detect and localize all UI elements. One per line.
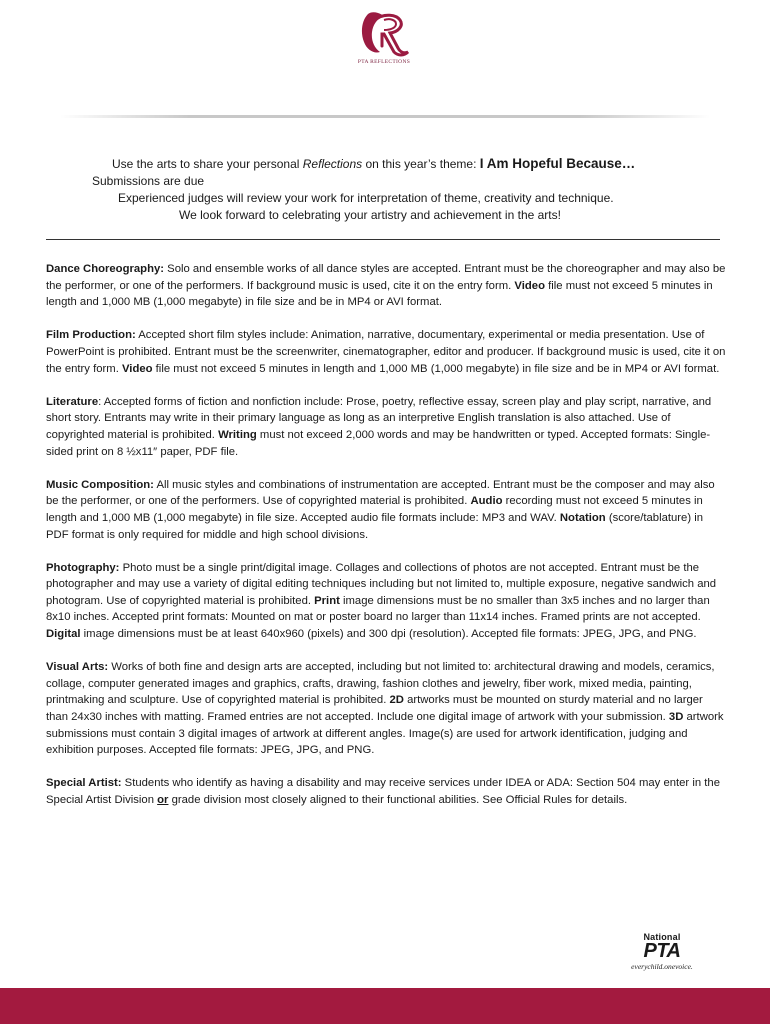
section-text: recording must not exceed 5 minutes in length and 1,000 MB (1,000 megabyte) in file size. Accepted audio file formats include: MP3 and WAV. (46, 495, 703, 524)
intro-theme-line (0, 155, 770, 173)
section-visual-arts (46, 659, 726, 759)
section-film (46, 327, 726, 377)
section-keyword: Literature (46, 395, 99, 408)
footer-bar (0, 988, 770, 1024)
section-keyword: Dance Choreography: (46, 263, 165, 275)
section-text: All music styles and combinations of instrumentation are accepted. Entrant must be the composer and may also be the performer, or one of the performers. Use of copyrighted material is prohibited. (46, 478, 715, 508)
section-keyword: Notation (559, 511, 606, 524)
pta-national-text: National (643, 932, 681, 942)
section-dance (46, 261, 726, 311)
section-music (46, 477, 726, 543)
pta-mark-text: PTA (643, 940, 681, 962)
header-rule (60, 115, 710, 118)
logo-caption: PTA REFLECTIONS (357, 59, 411, 65)
section-keyword: Special Artist: (46, 777, 122, 790)
section-text: artwork submissions must contain 3 digital images of artwork at different angles. Image(s) are used for artwork identification, judging and exhibition purposes. Accepted file formats: JPEG, JPG, and PNG. (46, 711, 724, 757)
judges-line: Experienced judges will review your work for interpretation of theme, creativity and technique. (118, 191, 614, 205)
category-sections (46, 261, 726, 825)
section-keyword: Print (314, 594, 340, 607)
section-text: grade division most closely aligned to their functional abilities. See Official Rules for details. (168, 794, 628, 806)
section-text: : Accepted forms of fiction and nonfiction include: Prose, poetry, reflective essay, screen play and play script, narrative, and short story. Entrants may write in their primary language as long as an interpretive English translation is also attached. Use of copyrighted material is prohibited. (46, 395, 712, 441)
section-literature (46, 394, 726, 460)
section-keyword: Photography: (46, 561, 120, 574)
section-text: Photo must be a single print/digital image. Collages and collections of photos are not accepted. Entrant must be the photographer and may use a variety of digital editing techniques including but not limited to, multiple exposure, negative sandwich and photogram. Use of copyrighted material is prohibited. (46, 561, 717, 607)
national-pta-logo (622, 932, 702, 978)
section-keyword: or (157, 794, 169, 806)
section-text: image dimensions must be no smaller than 3x5 inches and no larger than 8x10 inches. Accepted print formats: Mounted on mat or poster board no larger than 11x14 inches. Framed prints are not accepted. (46, 594, 710, 624)
section-keyword: Video (514, 279, 545, 292)
intro-block (0, 155, 770, 224)
section-text: (score/tablature) in PDF format is only required for middle and high school divisions. (46, 511, 704, 541)
reflections-word: Reflections (302, 157, 363, 171)
section-text: Solo and ensemble works of all dance styles are accepted. Entrant must be the choreographer and may also be the performer, or one of the performers. If background music is used, cite it on the entry form. (46, 263, 726, 292)
pta-tagline: everychild.onevoice. (631, 962, 693, 971)
section-keyword: Video (121, 362, 153, 375)
section-text: must not exceed 2,000 words and may be handwritten or typed. Accepted formats: Single-sided print on 8 ½x11″ paper, PDF file. (46, 428, 711, 458)
section-text: artworks must be mounted on sturdy material and no larger than 24x30 inches with matting. Framed entries are not accepted. Include one digital image of artwork with your submission. (46, 694, 703, 724)
section-keyword: Film Production: (46, 329, 136, 342)
submissions-due: Submissions are due (92, 174, 205, 188)
section-text: Accepted short film styles include: Animation, narrative, documentary, experimental or media presentation. Use of PowerPoint is prohibited. Entrant must be the screenwriter, cinematographer, editor and producer. If background music is used, cite it on the entry form. (46, 329, 726, 375)
section-keyword: 2D (389, 694, 404, 707)
section-keyword: Visual Arts: (46, 661, 109, 674)
section-text: file must not exceed 5 minutes in length and 1,000 MB (1,000 megabyte) in file size and be in MP4 or AVI format. (46, 279, 713, 309)
intro-text: on this year’s theme: (362, 157, 480, 171)
section-keyword: Writing (218, 428, 257, 441)
section-divider (46, 239, 720, 240)
reflections-r-icon (354, 10, 414, 58)
section-special-artist (46, 775, 726, 808)
section-text: file must not exceed 5 minutes in length and 1,000 MB (1,000 megabyte) in file size and be in MP4 or AVI format. (152, 362, 720, 375)
theme-title: I Am Hopeful Because… (479, 156, 636, 171)
section-text: Students who identify as having a disability and may receive services under IDEA or ADA: Section 504 may enter in the Special Artist Division (46, 777, 720, 806)
section-text: Works of both fine and design arts are accepted, including but not limited to: architectural drawing and models, ceramics, collage, computer generated images and graphics, crafts, drawing, fashion clothes and jewelry, fiber work, mixed media, painting, printmaking and sculpture. Use of copyrighted material is prohibited. (46, 661, 715, 707)
celebrate-line: We look forward to celebrating your artistry and achievement in the arts! (179, 208, 561, 222)
intro-text: Use the arts to share your personal (112, 157, 303, 171)
section-keyword: 3D (668, 711, 684, 724)
section-keyword: Music Composition: (46, 478, 154, 491)
section-keyword: Digital (46, 628, 81, 641)
section-photography (46, 560, 726, 643)
section-text: image dimensions must be at least 640x960 (pixels) and 300 dpi (resolution). Accepted file formats: JPEG, JPG, and PNG. (80, 628, 697, 641)
section-keyword: Audio (470, 495, 503, 508)
pta-reflections-logo (344, 10, 424, 70)
